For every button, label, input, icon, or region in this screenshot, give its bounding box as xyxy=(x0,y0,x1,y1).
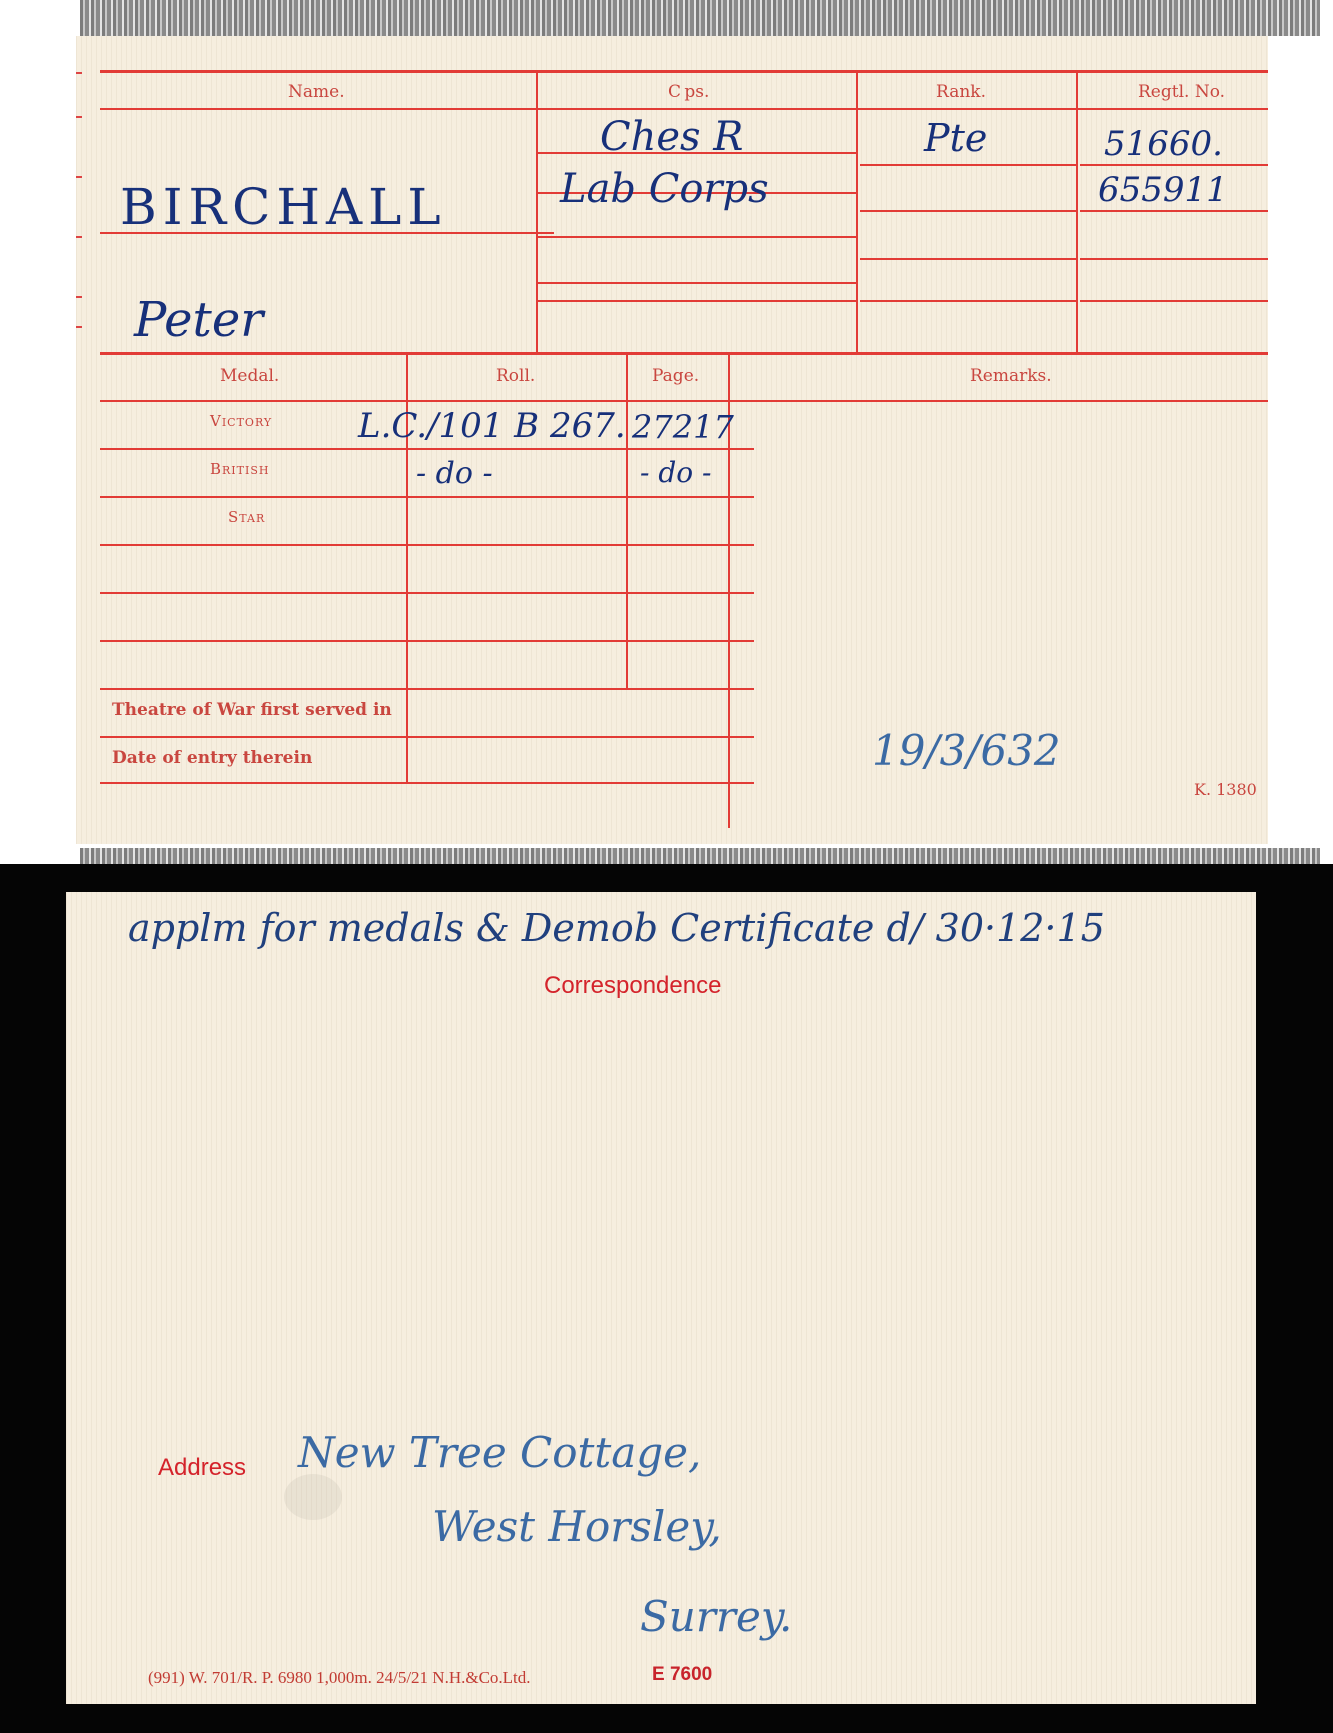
margin-tick xyxy=(76,296,82,298)
regtl-rule xyxy=(1080,300,1268,302)
roll-victory-handwritten: L.C./101 B 267. xyxy=(358,406,626,446)
page-divider xyxy=(626,354,628,690)
medal-star: Star xyxy=(228,508,266,526)
regtl-rule xyxy=(1080,164,1268,166)
regtl-divider xyxy=(1076,72,1078,352)
date-entry-label: Date of entry therein xyxy=(112,748,313,768)
page-british-handwritten: - do - xyxy=(640,456,712,489)
medal-row-rule xyxy=(100,544,754,546)
header-rule xyxy=(100,108,1268,110)
section-rule xyxy=(100,352,1268,355)
margin-tick xyxy=(76,176,82,178)
corps-rule xyxy=(538,300,858,302)
rank-rule xyxy=(860,258,1076,260)
forename-handwritten: Peter xyxy=(134,292,264,348)
surname-handwritten: BIRCHALL xyxy=(120,178,447,236)
printer-imprint: (991) W. 701/R. P. 6980 1,000m. 24/5/21 N.H.&Co.Ltd. xyxy=(148,1668,531,1687)
scan-edge-middle xyxy=(80,848,1320,864)
rank-handwritten: Pte xyxy=(924,116,988,160)
medal-row-rule xyxy=(100,688,754,690)
corps-rule xyxy=(538,282,858,284)
printer-imprint-code: E 7600 xyxy=(652,1664,713,1685)
medal-british: British xyxy=(210,460,270,478)
address-label: Address xyxy=(158,1454,247,1481)
margin-tick xyxy=(76,236,82,238)
regtl-no-1-handwritten: 51660. xyxy=(1104,124,1223,164)
corps-divider xyxy=(536,72,538,352)
form-code: K. 1380 xyxy=(1194,780,1257,799)
medal-victory: Victory xyxy=(210,412,273,430)
page-victory-handwritten: 27217 xyxy=(632,408,734,446)
header-corps: C ps. xyxy=(668,82,710,102)
medal-row-rule xyxy=(100,448,754,450)
address-line2-handwritten: West Horsley, xyxy=(432,1502,722,1551)
corps-line2-handwritten: Lab Corps xyxy=(560,166,769,212)
header-medal: Medal. xyxy=(220,366,280,386)
regtl-no-2-handwritten: 655911 xyxy=(1098,170,1228,210)
top-rule xyxy=(100,70,1268,73)
header-name: Name. xyxy=(288,82,345,102)
regtl-rule xyxy=(1080,258,1268,260)
margin-tick xyxy=(76,326,82,328)
medal-header-rule xyxy=(100,400,1268,402)
margin-tick xyxy=(76,116,82,118)
correspondence-heading: Correspondence xyxy=(544,972,722,999)
medal-row-rule xyxy=(100,592,754,594)
correspondence-note-handwritten: applm for medals & Demob Certificate d/ 30·12·15 xyxy=(128,906,1105,950)
medal-card-back xyxy=(66,892,1256,1704)
theatre-row-rule xyxy=(100,736,754,738)
regtl-rule xyxy=(1080,210,1268,212)
header-regtl-no: Regtl. No. xyxy=(1138,82,1226,102)
header-page: Page. xyxy=(652,366,700,386)
rank-rule xyxy=(860,300,1076,302)
remarks-handwritten: 19/3/632 xyxy=(872,726,1061,775)
corps-line1-handwritten: Ches R xyxy=(600,114,744,160)
corps-rule xyxy=(538,236,858,238)
medal-row-rule xyxy=(100,640,754,642)
rank-rule xyxy=(860,164,1076,166)
medal-row-rule xyxy=(100,496,754,498)
header-rank: Rank. xyxy=(936,82,986,102)
header-roll: Roll. xyxy=(496,366,536,386)
margin-tick xyxy=(76,72,82,74)
address-line1-handwritten: New Tree Cottage, xyxy=(298,1428,702,1477)
rank-rule xyxy=(860,210,1076,212)
theatre-label: Theatre of War first served in xyxy=(112,700,392,720)
scan-edge-top xyxy=(80,0,1320,36)
address-line3-handwritten: Surrey. xyxy=(640,1592,793,1641)
medal-card-front xyxy=(76,36,1268,844)
roll-british-handwritten: - do - xyxy=(416,456,493,491)
header-remarks: Remarks. xyxy=(970,366,1052,386)
stain-mark xyxy=(284,1474,342,1520)
rank-divider xyxy=(856,72,858,352)
date-row-rule xyxy=(100,782,754,784)
